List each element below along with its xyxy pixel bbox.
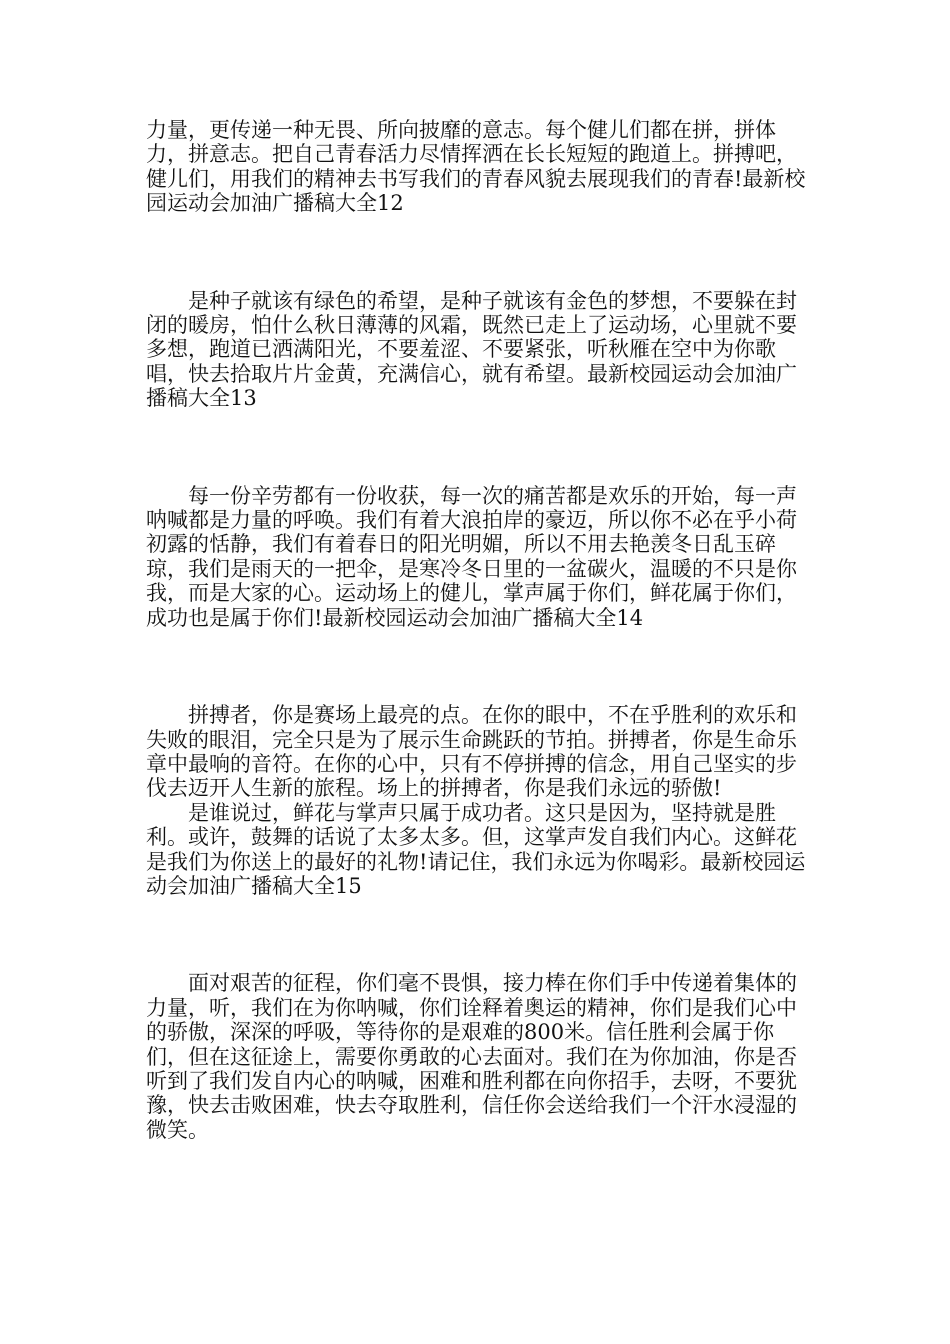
document-page — [146, 118, 808, 1142]
paragraph-gap — [146, 898, 808, 971]
paragraph-gap — [146, 216, 808, 289]
paragraph-gap — [146, 411, 808, 484]
paragraph-2: 是种子就该有绿色的希望，是种子就该有金色的梦想，不要躲在封闭的暖房，怕什么秋日薄薄的风霜，既然已走上了运动场，心里就不要多想，跑道已洒满阳光，不要羞涩、不要紧张，听秋雁在空中为你歌唱，快去拾取片片金黄，充满信心，就有希望。最新校园运动会加油广播稿大全13 — [146, 288, 797, 411]
paragraph-3: 每一份辛劳都有一份收获，每一次的痛苦都是欢乐的开始，每一声呐喊都是力量的呼唤。我们有着大浪拍岸的豪迈，所以你不必在乎小荷初露的恬静，我们有着春日的阳光明媚，所以不用去艳羡冬日乱玉碎琼，我们是雨天的一把伞，是寒冷冬日里的一盆碳火，温暖的不只是你我，而是大家的心。运动场上的健儿，掌声属于你们，鲜花属于你们，成功也是属于你们!最新校园运动会加油广播稿大全14 — [146, 483, 797, 630]
paragraph-6: 面对艰苦的征程，你们毫不畏惧，接力棒在你们手中传递着集体的力量，听，我们在为你呐喊，你们诠释着奥运的精神，你们是我们心中的骄傲，深深的呼吸，等待你的是艰难的800米。信任胜利会属于你们，但在这征途上，需要你勇敢的心去面对。我们在为你加油，你是否听到了我们发自内心的呐喊，困难和胜利都在向你招手，去呀，不要犹豫，快去击败困难，快去夺取胜利，信任你会送给我们一个汗水浸湿的微笑。 — [146, 971, 797, 1142]
paragraph-4: 拼搏者，你是赛场上最亮的点。在你的眼中，不在乎胜利的欢乐和失败的眼泪，完全只是为了展示生命跳跃的节拍。拼搏者，你是生命乐章中最响的音符。在你的心中，只有不停拼搏的信念，用自己坚实的步伐去迈开人生新的旅程。场上的拼搏者，你是我们永远的骄傲! — [146, 703, 797, 801]
paragraph-gap — [146, 630, 808, 703]
paragraph-1: 力量，更传递一种无畏、所向披靡的意志。每个健儿们都在拼，拼体力，拼意志。把自己青春活力尽情挥洒在长长短短的跑道上。拼搏吧，健儿们，用我们的精神去书写我们的青春风貌去展现我们的青春!最新校园运动会加油广播稿大全12 — [146, 118, 806, 216]
paragraph-5: 是谁说过，鲜花与掌声只属于成功者。这只是因为，坚持就是胜利。或许，鼓舞的话说了太多太多。但，这掌声发自我们内心。这鲜花是我们为你送上的最好的礼物!请记住，我们永远为你喝彩。最新校园运动会加油广播稿大全15 — [146, 800, 806, 898]
